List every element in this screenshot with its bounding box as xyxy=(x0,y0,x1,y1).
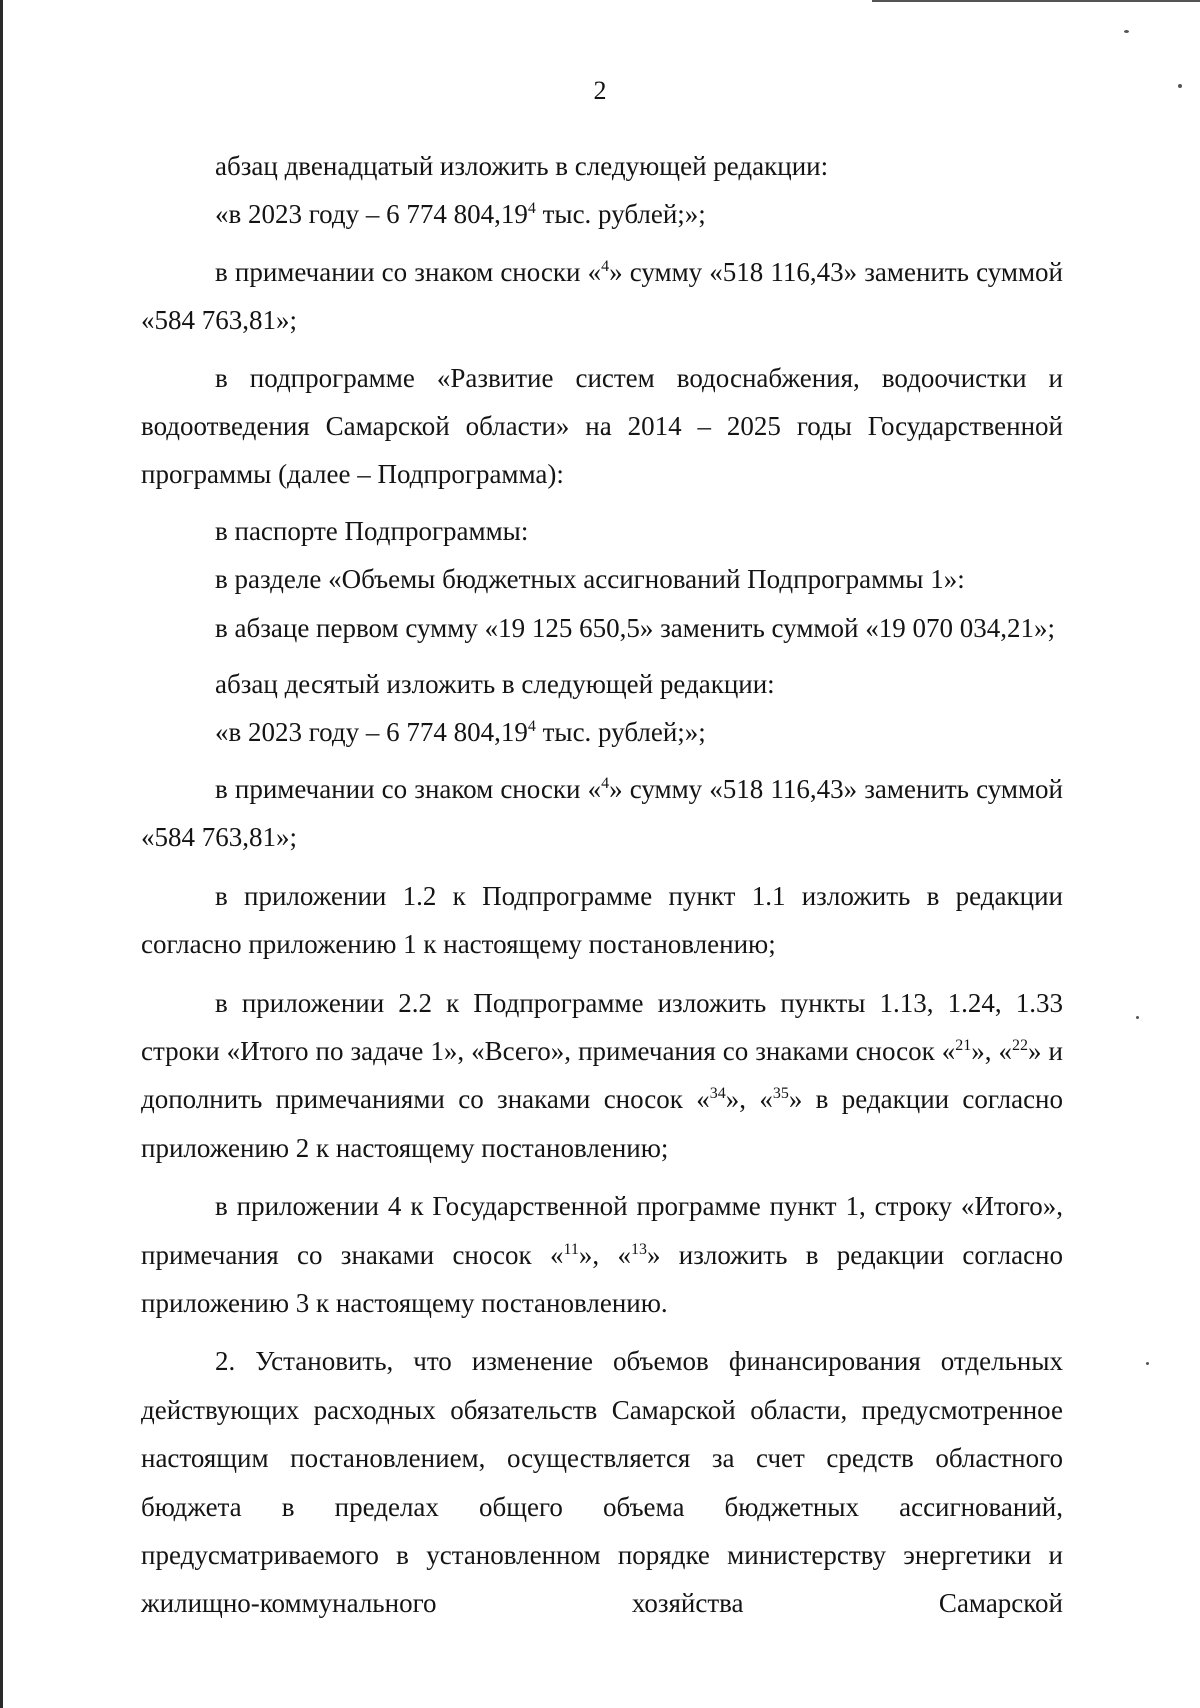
footnote-marker: 21 xyxy=(955,1036,972,1054)
footnote-marker: 22 xyxy=(1012,1036,1029,1054)
paragraph: в приложении 2.2 к Подпрограмме изложить пункты 1.13, 1.24, 1.33 строки «Итого по задаче 1», «Всего», примечания со знаками сносок «$^{21}$», «$^{22}$» и дополнить примечаниями со знаками сносок «$^{34}$», «$^{35}$» в редакции согласно приложению 2 к настоящему постановлению; xyxy=(141,987,1064,1163)
scan-speck xyxy=(1124,30,1129,33)
footnote-marker: 34 xyxy=(709,1085,726,1103)
footnote-marker: 13 xyxy=(630,1240,647,1258)
paragraph: в паспорте Подпрограммы: xyxy=(215,515,529,546)
paragraph: в приложении 1.2 к Подпрограмме пункт 1.1 изложить в редакции согласно приложению 1 к настоящему постановлению; xyxy=(141,880,1063,960)
footnote-marker: 11 xyxy=(563,1240,579,1258)
paragraph: абзац двенадцатый изложить в следующей редакции: xyxy=(215,151,829,181)
document-body xyxy=(141,142,1063,1628)
paragraph: в подпрограмме «Развитие систем водоснабжения, водоочистки и водоотведения Самарской области» на 2014 – 2025 годы Государственной программы (далее – Подпрограмма): xyxy=(141,362,1063,490)
paragraph: в приложении 4 к Государственной программе пункт 1, строку «Итого», примечания со знаками сносок «$^{11}$», «$^{13}$» изложить в редакции согласно приложению 3 к настоящему постановлению. xyxy=(141,1191,1063,1318)
scan-speck xyxy=(1146,1362,1149,1365)
page-number: 2 xyxy=(593,76,607,105)
paragraph: «в 2023 году – 6 774 804,19$^4$ тыс. рублей;»; xyxy=(215,199,706,230)
footnote-marker: 4 xyxy=(527,200,536,218)
footnote-marker: 35 xyxy=(772,1085,789,1103)
paragraph: 2. Установить, что изменение объемов финансирования отдельных действующих расходных обязательств Самарской области, предусмотренное настоящим постановлением, осуществляется за счет средств областного бюджета в пределах общего объема бюджетных ассигнований, предусматриваемого в установленном порядке министерству энергетики и жилищно-коммунального хозяйства Самарской xyxy=(141,1346,1063,1619)
footnote-marker: 4 xyxy=(527,718,536,736)
footnote-marker: 4 xyxy=(601,774,610,792)
scan-top-edge xyxy=(872,0,1200,2)
paragraph: абзац десятый изложить в следующей редакции: xyxy=(215,669,775,700)
paragraph: в абзаце первом сумму «19 125 650,5» заменить суммой «19 070 034,21»; xyxy=(215,612,1055,643)
paragraph: в примечании со знаком сноски «$^4$» сумму «518 116,43» заменить суммой «584 763,81»; xyxy=(141,256,1063,336)
paragraph: «в 2023 году – 6 774 804,19$^4$ тыс. рублей;»; xyxy=(215,717,706,748)
scan-left-edge xyxy=(0,0,3,1708)
paragraph: в разделе «Объемы бюджетных ассигнований Подпрограммы 1»: xyxy=(215,564,965,595)
paragraph: в примечании со знаком сноски «$^4$» сумму «518 116,43» заменить суммой «584 763,81»; xyxy=(141,773,1063,853)
scan-speck xyxy=(1136,1016,1139,1019)
footnote-marker: 4 xyxy=(601,257,610,275)
